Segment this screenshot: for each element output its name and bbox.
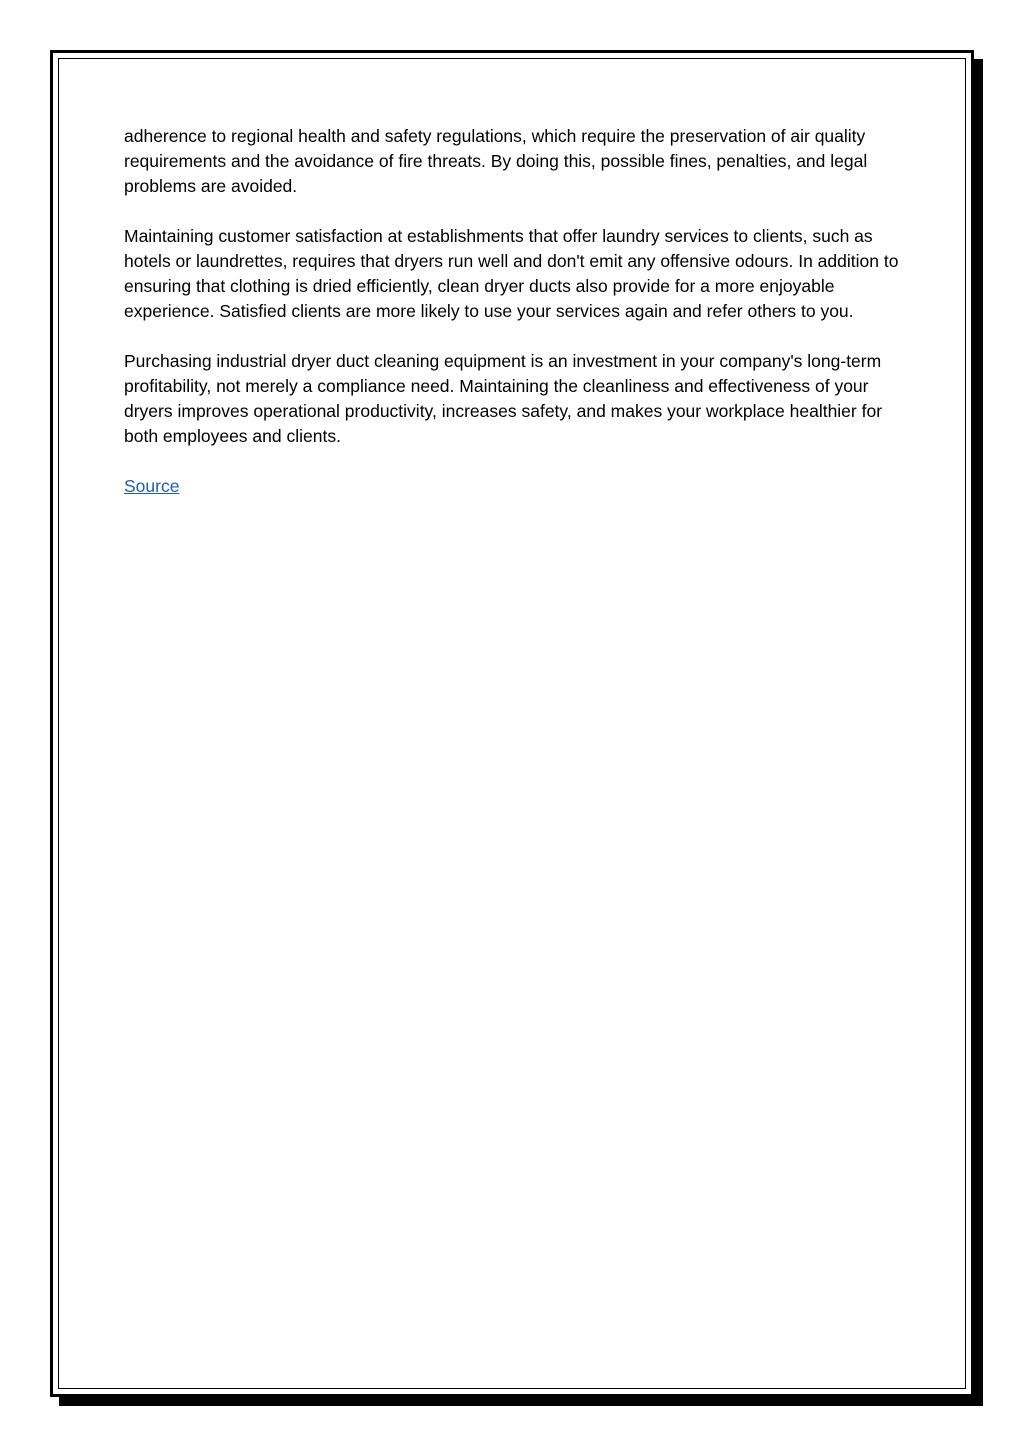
source-link[interactable]: Source	[124, 476, 180, 496]
paragraph-customer-satisfaction: Maintaining customer satisfaction at establishments that offer laundry services to clients, such as hotels or laundrettes, requires that dryers run well and don't emit any offensive odours. In addition to ensuring that clothing is dried efficiently, clean dryer ducts also provide for a more enjoyable experience. Satisfied clients are more likely to use your services again and refer others to you.	[124, 226, 899, 321]
document-body	[124, 124, 904, 524]
paragraph-regulations: adherence to regional health and safety regulations, which require the preservation of air quality requirements and the avoidance of fire threats. By doing this, possible fines, penalties, and legal problems are avoided.	[124, 126, 868, 196]
paragraph-investment: Purchasing industrial dryer duct cleaning equipment is an investment in your company's long-term profitability, not merely a compliance need. Maintaining the cleanliness and effectiveness of your dryers improves operational productivity, increases safety, and makes your workplace healthier for both employees and clients.	[124, 351, 883, 446]
source-paragraph	[124, 474, 904, 499]
